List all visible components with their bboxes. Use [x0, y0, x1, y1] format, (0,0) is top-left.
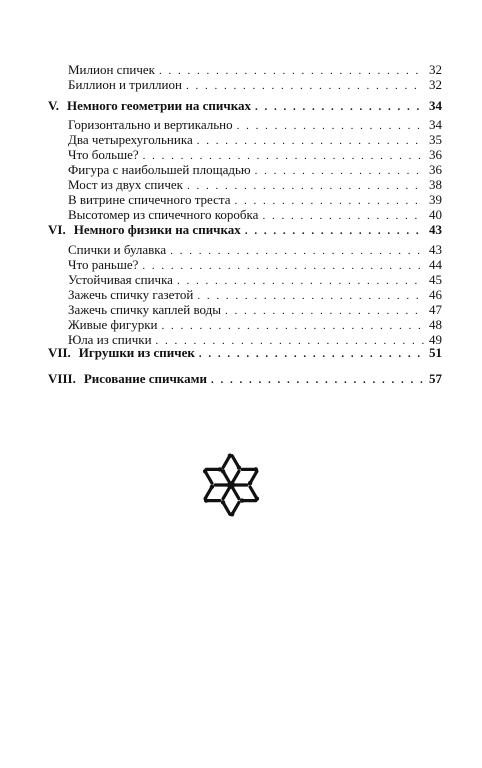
- toc-entry-page: 35: [429, 132, 442, 147]
- toc-entry-page: 32: [429, 77, 442, 92]
- match-head: [218, 467, 222, 471]
- toc-entry-title: Зажечь спичку газетой: [68, 287, 194, 302]
- toc-entry-page: 48: [429, 317, 442, 332]
- chapter-number: V.: [48, 98, 59, 113]
- toc-entry-title: Что больше?: [68, 147, 139, 162]
- toc-entry-page: 40: [429, 207, 442, 222]
- toc-entry-title: Живые фигурки: [68, 317, 158, 332]
- toc-chapter[interactable]: [48, 222, 442, 239]
- toc-entry-title: Спички и булавка: [68, 242, 167, 257]
- chapter-title: Рисование спичками: [83, 371, 207, 386]
- match-head: [240, 498, 244, 502]
- toc-entry-title: Фигура с наибольшей площадью: [68, 162, 251, 177]
- toc-entry-title: Юла из спички: [68, 332, 152, 347]
- chapter-number: VIII.: [48, 371, 76, 386]
- toc-entry-title: Милион спичек: [68, 62, 155, 77]
- toc-entry-page: 36: [429, 162, 442, 177]
- match-head: [210, 485, 214, 489]
- chapter-number: VI.: [48, 222, 66, 237]
- toc-entry-page: 34: [429, 117, 442, 132]
- chapter-title: Игрушки из спичек: [78, 345, 195, 360]
- toc-entry-page: 46: [429, 287, 442, 302]
- matchstick-star-ornament-icon: [186, 440, 276, 530]
- match-head: [227, 483, 231, 487]
- match-head: [237, 465, 241, 469]
- toc-entry-title: Мост из двух спичек: [68, 177, 183, 192]
- chapter-number: VII.: [48, 345, 71, 360]
- chapter-page: 51: [429, 345, 442, 360]
- chapter-page: 43: [429, 222, 442, 237]
- match-head: [221, 500, 225, 504]
- toc-chapter[interactable]: [48, 371, 442, 388]
- toc-entry-title: Зажечь спичку каплей воды: [68, 302, 222, 317]
- toc-entry-page: 32: [429, 62, 442, 77]
- match-head: [248, 481, 252, 485]
- dot-leader: [186, 78, 424, 94]
- toc-entry-page: 38: [429, 177, 442, 192]
- dot-leader: [199, 346, 424, 362]
- chapter-page: 34: [429, 98, 442, 113]
- chapter-title: Немного физики на спичках: [73, 222, 241, 237]
- toc-entry-page: 45: [429, 272, 442, 287]
- dot-leader: [245, 223, 424, 239]
- toc-entry-title: В витрине спичечного треста: [68, 192, 231, 207]
- toc-entry[interactable]: [68, 77, 442, 94]
- toc-chapter[interactable]: [48, 98, 442, 115]
- toc-entry-title: Высотомер из спичечного коробка: [68, 207, 259, 222]
- toc-entry-page: 39: [429, 192, 442, 207]
- dot-leader: [211, 372, 424, 388]
- chapter-title: Немного геометрии на спичках: [66, 98, 252, 113]
- toc-entry-page: 49: [429, 332, 442, 347]
- toc-entry-title: Что раньше?: [68, 257, 139, 272]
- toc-entry-page: 36: [429, 147, 442, 162]
- toc-entry-title: Биллион и триллион: [68, 77, 182, 92]
- toc-entry-page: 43: [429, 242, 442, 257]
- dot-leader: [255, 99, 424, 115]
- toc-entry-title: Два четырехугольника: [68, 132, 193, 147]
- toc-entry-title: Горизонтально и вертикально: [68, 117, 233, 132]
- toc-entry-page: 47: [429, 302, 442, 317]
- chapter-page: 57: [429, 371, 442, 386]
- toc-entry-title: Устойчивая спичка: [68, 272, 173, 287]
- toc-chapter[interactable]: [48, 345, 442, 362]
- toc-entry-page: 44: [429, 257, 442, 272]
